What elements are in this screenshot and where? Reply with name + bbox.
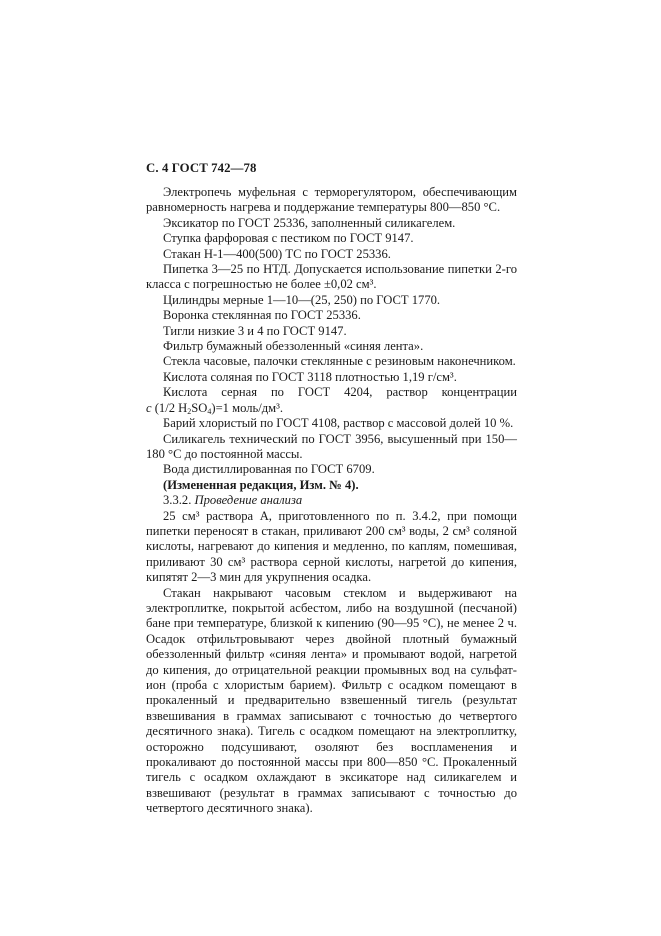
concentration-symbol: c bbox=[146, 400, 152, 415]
equipment-item: Пипетка 3—25 по НТД. Допускается использование пипетки 2-го класса с погрешностью не более ±0,02 см³. bbox=[146, 262, 517, 292]
section-title: Проведение анализа bbox=[194, 493, 303, 508]
equipment-item: Силикагель технический по ГОСТ 3956, высушенный при 150—180 °С до постоянной массы. bbox=[146, 431, 517, 461]
equipment-item: Фильтр бумажный обеззоленный «синяя лента». bbox=[163, 339, 424, 354]
equipment-item: Стекла часовые, палочки стеклянные с резиновым наконечником. bbox=[163, 354, 516, 369]
formula-part: )=1 моль/дм³. bbox=[211, 400, 284, 415]
sulfuric-acid-concentration bbox=[146, 401, 517, 416]
equipment-item: Цилиндры мерные 1—10—(25, 250) по ГОСТ 1770. bbox=[163, 292, 441, 307]
page-header: С. 4 ГОСТ 742—78 bbox=[146, 161, 257, 175]
equipment-item: Кислота соляная по ГОСТ 3118 плотностью 1,19 г/см³. bbox=[163, 369, 457, 384]
section-heading bbox=[146, 493, 517, 508]
equipment-item: Эксикатор по ГОСТ 25336, заполненный силикагелем. bbox=[163, 215, 456, 230]
revision-note: (Измененная редакция, Изм. № 4). bbox=[163, 477, 359, 492]
equipment-item: Воронка стеклянная по ГОСТ 25336. bbox=[163, 308, 361, 323]
equipment-item: Электропечь муфельная с терморегулятором, обеспечивающим равномерность нагрева и поддержание температуры 800—850 °С. bbox=[146, 185, 517, 215]
equipment-item: Стакан Н-1—400(500) ТС по ГОСТ 25336. bbox=[163, 246, 391, 261]
equipment-item: Тигли низкие 3 и 4 по ГОСТ 9147. bbox=[163, 323, 347, 338]
procedure-paragraph: 25 см³ раствора А, приготовленного по п. 3.4.2, при помощи пипетки переносят в стакан, приливают 200 см³ воды, 2 см³ соляной кислоты, нагревают до кипения и медленно, по каплям, помешивая, приливают 30 см³ раствора серной кислоты, нагретой до кипения, кипятят 2—3 мин для укрупнения осадка. bbox=[146, 508, 517, 585]
equipment-item: Вода дистиллированная по ГОСТ 6709. bbox=[163, 462, 375, 477]
formula-subscript: 2 bbox=[187, 406, 192, 416]
formula-part: (1/2 H bbox=[151, 400, 188, 415]
formula-part: SO bbox=[191, 400, 208, 415]
equipment-item: Ступка фарфоровая с пестиком по ГОСТ 9147. bbox=[163, 231, 414, 246]
sulfuric-acid-line1: Кислота серная по ГОСТ 4204, раствор концентрации bbox=[163, 385, 517, 400]
procedure-paragraph: Стакан накрывают часовым стеклом и выдерживают на электроплитке, покрытой асбестом, либо на воздушной (песчаной) бане при температуре, близкой к кипению (90—95 °С), не менее 2 ч. Осадок отфильтровывают через двойной плотный бумажный обеззоленный фильтр «синяя лента» и промывают водой, нагретой до кипения, до отрицательной реакции промывных вод на сульфат-ион (проба с хлористым барием). Фильтр с осадком помещают в прокаленный и предварительно взвешенный тигель (результат взвешивания в граммах записывают с точностью до четвертого десятичного знака). Тигель с осадком помещают на электроплитку, осторожно подсушивают, озоляют без воспламенения и прокаливают до постоянной массы при 800—850 °С. Прокаленный тигель с осадком охлаждают в эксикаторе над силикагелем и взвешивают (результат в граммах записывают с точностью до четвертого десятичного знака). bbox=[146, 585, 517, 816]
document-body bbox=[146, 185, 517, 817]
section-number: 3.3.2. bbox=[163, 493, 192, 508]
equipment-item: Барий хлористый по ГОСТ 4108, раствор с массовой долей 10 %. bbox=[163, 416, 514, 431]
formula-subscript: 4 bbox=[207, 406, 212, 416]
